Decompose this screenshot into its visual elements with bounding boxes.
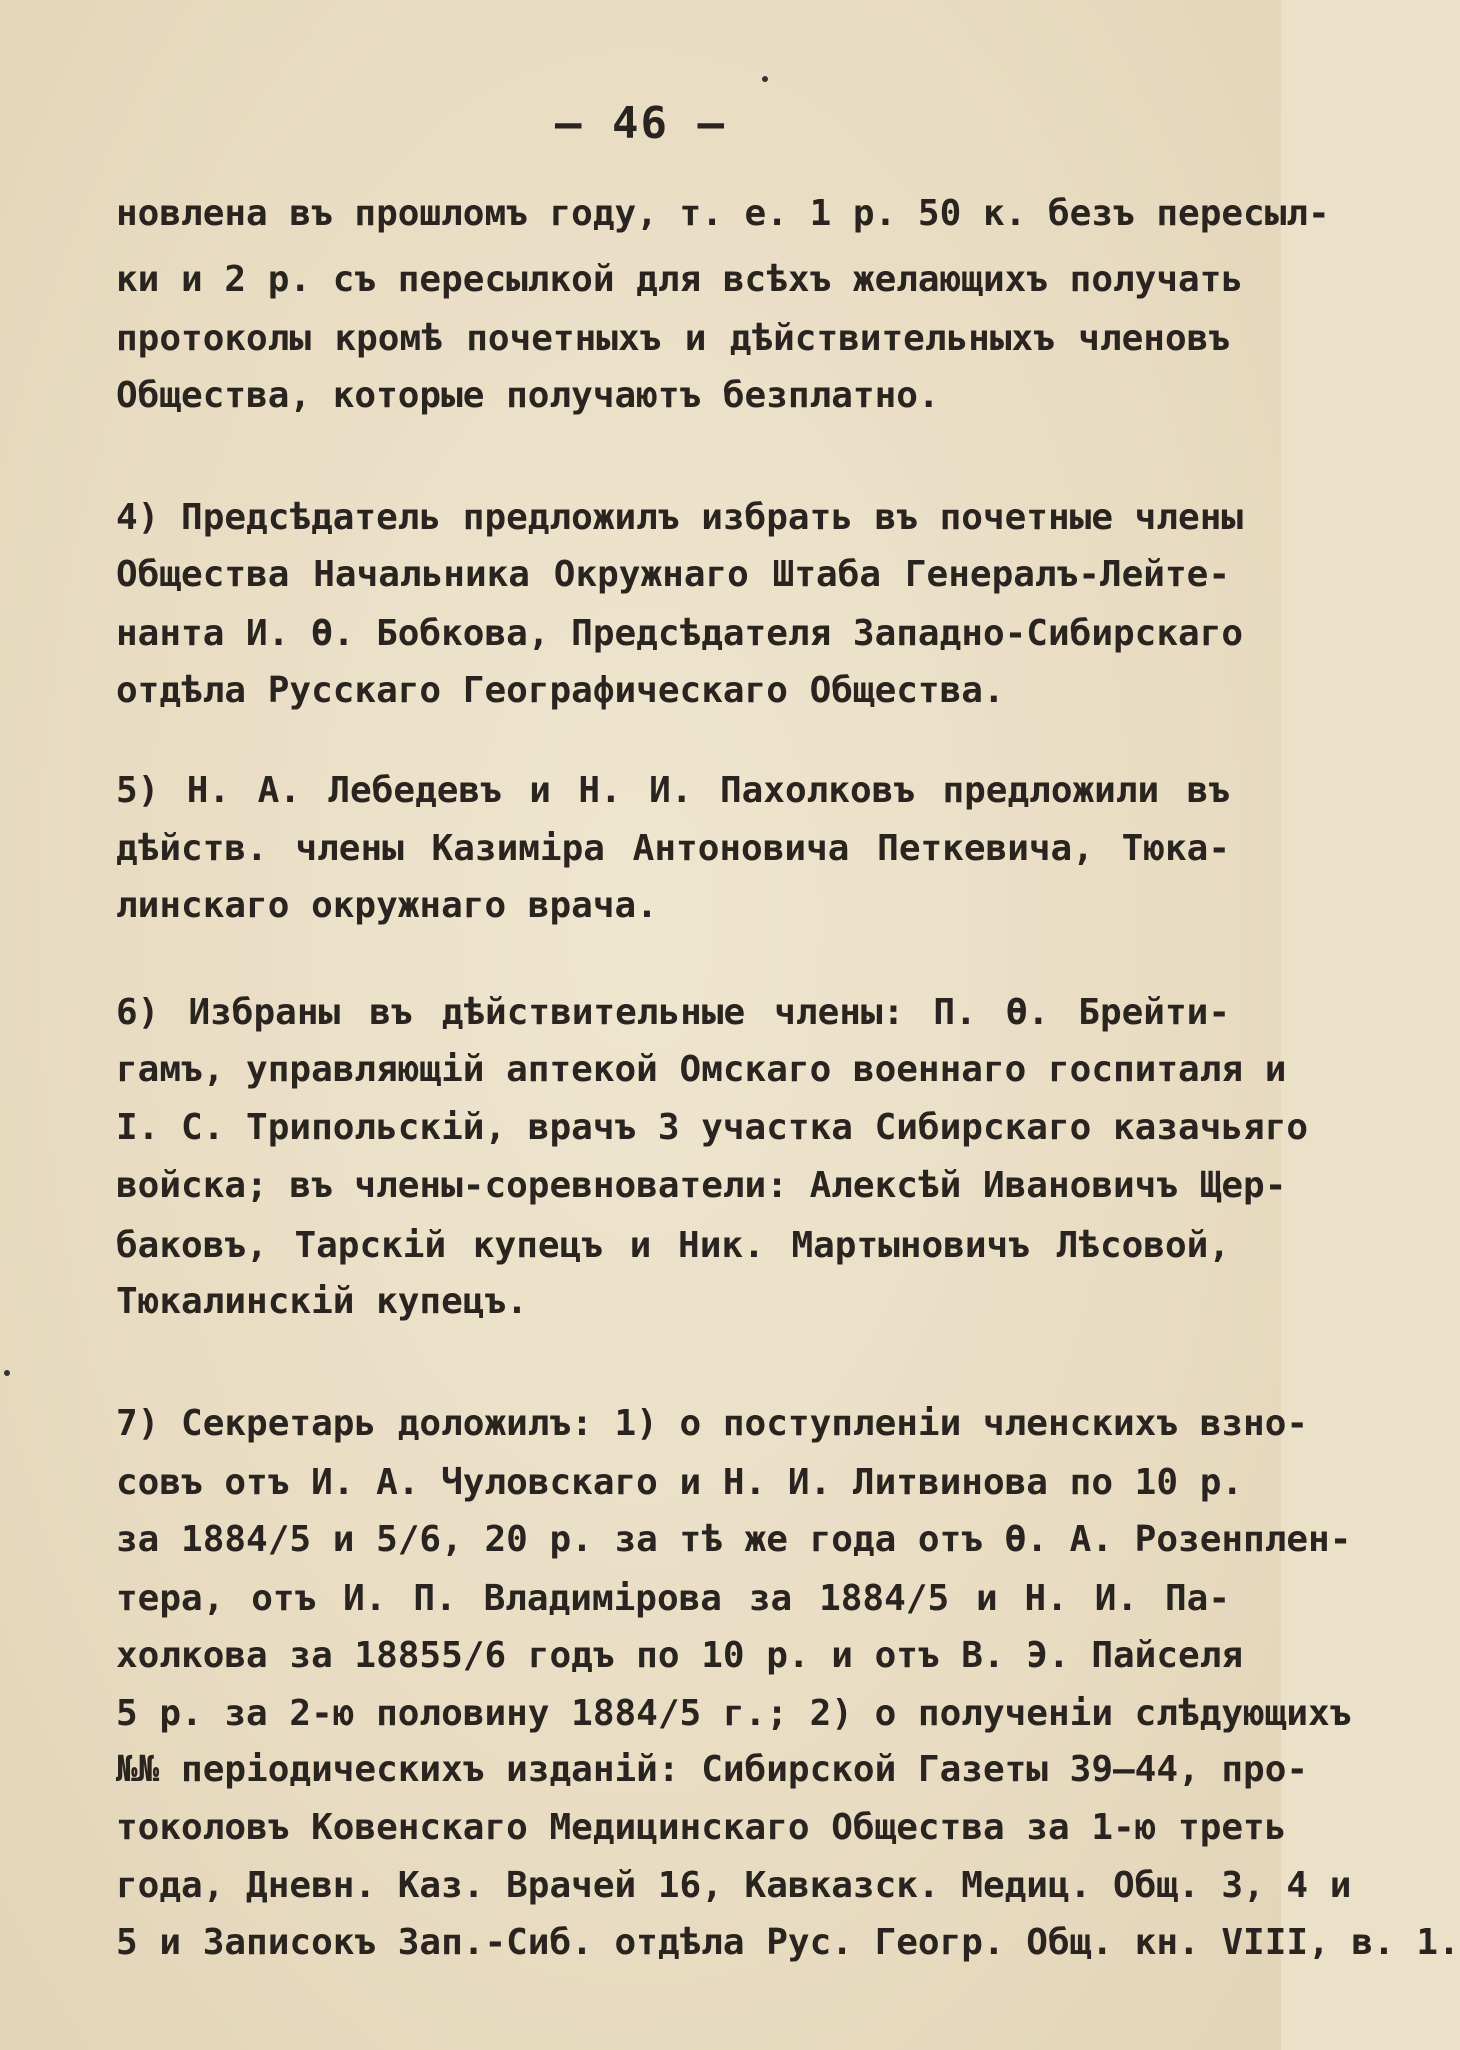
text-line: №№ періодическихъ изданій: Сибирской Газеты 39—44, про- <box>116 1749 1309 1790</box>
print-speck <box>4 1370 10 1376</box>
text-line: ки и 2 р. съ пересылкой для всѣхъ желающихъ получать <box>116 259 1244 300</box>
text-line: отдѣла Русскаго Географическаго Общества. <box>116 670 1005 711</box>
text-line: совъ отъ И. А. Чуловскаго и Н. И. Литвинова по 10 р. <box>116 1462 1244 1503</box>
text-line: 5 р. за 2-ю половину 1884/5 г.; 2) о полученіи слѣдующихъ <box>116 1693 1352 1734</box>
text-line: Общества Начальника Окружнаго Штаба Генералъ-Лейте- <box>116 554 1230 595</box>
text-line: 5) Н. А. Лебедевъ и Н. И. Пахолковъ предложили въ <box>116 770 1230 811</box>
text-line: новлена въ прошломъ году, т. е. 1 р. 50 к. безъ пересыл- <box>116 193 1330 234</box>
text-line: линскаго окружнаго врача. <box>116 885 658 926</box>
text-line: Тюкалинскій купецъ. <box>116 1281 528 1322</box>
page-number: — 46 — <box>555 98 726 149</box>
text-line: тера, отъ И. П. Владимірова за 1884/5 и Н. И. Па- <box>116 1578 1230 1619</box>
text-line: за 1884/5 и 5/6, 20 р. за тѣ же года отъ Ѳ. А. Розенплен- <box>116 1519 1352 1560</box>
text-line: войска; въ члены-соревнователи: Алексѣй Ивановичъ Щер- <box>116 1165 1287 1206</box>
text-line: дѣйств. члены Казиміра Антоновича Петкевича, Тюка- <box>116 828 1230 869</box>
text-line: 7) Секретарь доложилъ: 1) о поступленіи членскихъ взно- <box>116 1403 1309 1444</box>
text-line: токоловъ Ковенскаго Медицинскаго Общества за 1-ю треть <box>116 1807 1287 1848</box>
text-line: холкова за 18855/6 годъ по 10 р. и отъ В. Э. Пайселя <box>116 1635 1244 1676</box>
text-line: гамъ, управляющій аптекой Омскаго военнаго госпиталя и <box>116 1049 1287 1090</box>
text-line: года, Дневн. Каз. Врачей 16, Кавказск. Медиц. Общ. 3, 4 и <box>116 1865 1352 1906</box>
text-line: І. С. Трипольскій, врачъ 3 участка Сибирскаго казачьяго <box>116 1107 1309 1148</box>
text-line: Общества, которые получаютъ безплатно. <box>116 375 940 416</box>
text-line: протоколы кромѣ почетныхъ и дѣйствительныхъ членовъ <box>116 318 1230 359</box>
text-line: 5 и Записокъ Зап.-Сиб. отдѣла Рус. Геогр. Общ. кн. VIII, в. 1. <box>116 1922 1460 1963</box>
text-line: 4) Предсѣдатель предложилъ избрать въ почетные члены <box>116 497 1244 538</box>
print-speck <box>762 76 768 82</box>
text-line: баковъ, Тарскій купецъ и Ник. Мартыновичъ Лѣсовой, <box>116 1225 1230 1266</box>
text-line: 6) Избраны въ дѣйствительные члены: П. Ѳ. Брейти- <box>116 992 1230 1033</box>
text-line: нанта И. Ѳ. Бобкова, Предсѣдателя Западно-Сибирскаго <box>116 613 1244 654</box>
